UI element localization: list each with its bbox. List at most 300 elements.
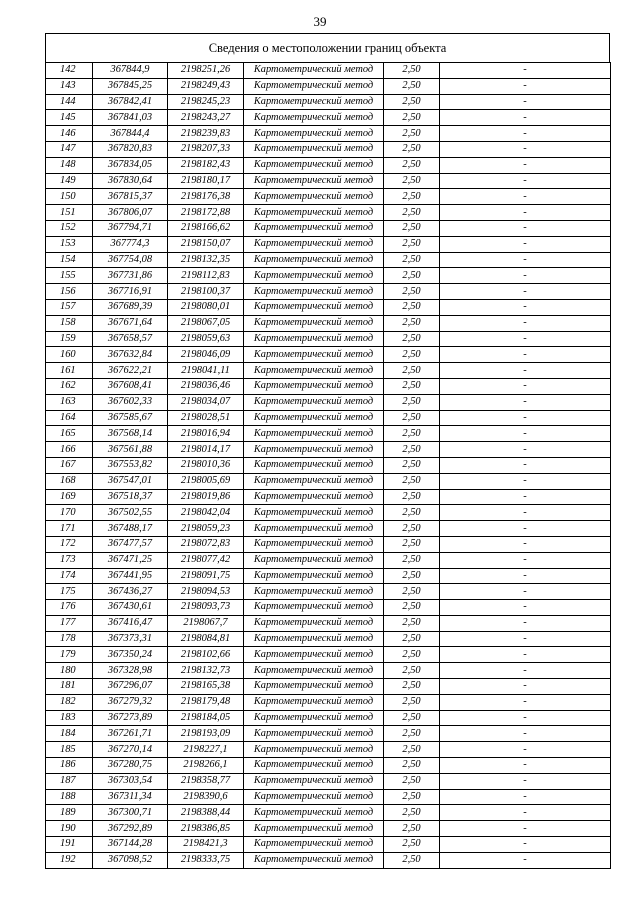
method-cell: Картометрический метод bbox=[244, 837, 384, 853]
point-number-cell: 142 bbox=[46, 63, 93, 79]
point-number-cell: 167 bbox=[46, 457, 93, 473]
method-cell: Картометрический метод bbox=[244, 394, 384, 410]
x-coordinate-cell: 367292,89 bbox=[93, 821, 168, 837]
y-coordinate-cell: 2198067,7 bbox=[168, 615, 244, 631]
description-cell: - bbox=[440, 473, 611, 489]
table-row bbox=[46, 315, 611, 331]
precision-cell: 2,50 bbox=[384, 78, 440, 94]
precision-cell: 2,50 bbox=[384, 789, 440, 805]
method-cell: Картометрический метод bbox=[244, 252, 384, 268]
y-coordinate-cell: 2198080,01 bbox=[168, 299, 244, 315]
table-row bbox=[46, 410, 611, 426]
table-row bbox=[46, 536, 611, 552]
y-coordinate-cell: 2198112,83 bbox=[168, 268, 244, 284]
description-cell: - bbox=[440, 726, 611, 742]
precision-cell: 2,50 bbox=[384, 615, 440, 631]
table-row bbox=[46, 173, 611, 189]
y-coordinate-cell: 2198084,81 bbox=[168, 631, 244, 647]
precision-cell: 2,50 bbox=[384, 568, 440, 584]
table-row bbox=[46, 663, 611, 679]
point-number-cell: 166 bbox=[46, 442, 93, 458]
x-coordinate-cell: 367658,57 bbox=[93, 331, 168, 347]
table-row bbox=[46, 789, 611, 805]
x-coordinate-cell: 367841,03 bbox=[93, 110, 168, 126]
x-coordinate-cell: 367471,25 bbox=[93, 552, 168, 568]
table-row bbox=[46, 442, 611, 458]
point-number-cell: 189 bbox=[46, 805, 93, 821]
table-row bbox=[46, 489, 611, 505]
point-number-cell: 144 bbox=[46, 94, 93, 110]
method-cell: Картометрический метод bbox=[244, 552, 384, 568]
y-coordinate-cell: 2198046,09 bbox=[168, 347, 244, 363]
x-coordinate-cell: 367585,67 bbox=[93, 410, 168, 426]
x-coordinate-cell: 367844,4 bbox=[93, 126, 168, 142]
method-cell: Картометрический метод bbox=[244, 852, 384, 868]
precision-cell: 2,50 bbox=[384, 394, 440, 410]
x-coordinate-cell: 367842,41 bbox=[93, 94, 168, 110]
precision-cell: 2,50 bbox=[384, 189, 440, 205]
point-number-cell: 171 bbox=[46, 521, 93, 537]
table-row bbox=[46, 78, 611, 94]
x-coordinate-cell: 367502,55 bbox=[93, 505, 168, 521]
precision-cell: 2,50 bbox=[384, 536, 440, 552]
precision-cell: 2,50 bbox=[384, 363, 440, 379]
precision-cell: 2,50 bbox=[384, 679, 440, 695]
x-coordinate-cell: 367300,71 bbox=[93, 805, 168, 821]
table-row bbox=[46, 141, 611, 157]
method-cell: Картометрический метод bbox=[244, 631, 384, 647]
method-cell: Картометрический метод bbox=[244, 284, 384, 300]
point-number-cell: 192 bbox=[46, 852, 93, 868]
precision-cell: 2,50 bbox=[384, 426, 440, 442]
table-row bbox=[46, 584, 611, 600]
table-row bbox=[46, 394, 611, 410]
x-coordinate-cell: 367098,52 bbox=[93, 852, 168, 868]
method-cell: Картометрический метод bbox=[244, 663, 384, 679]
table-row bbox=[46, 205, 611, 221]
point-number-cell: 151 bbox=[46, 205, 93, 221]
table-row bbox=[46, 552, 611, 568]
y-coordinate-cell: 2198386,85 bbox=[168, 821, 244, 837]
method-cell: Картометрический метод bbox=[244, 489, 384, 505]
method-cell: Картометрический метод bbox=[244, 157, 384, 173]
y-coordinate-cell: 2198072,83 bbox=[168, 536, 244, 552]
point-number-cell: 165 bbox=[46, 426, 93, 442]
y-coordinate-cell: 2198010,36 bbox=[168, 457, 244, 473]
description-cell: - bbox=[440, 110, 611, 126]
description-cell: - bbox=[440, 805, 611, 821]
x-coordinate-cell: 367830,64 bbox=[93, 173, 168, 189]
precision-cell: 2,50 bbox=[384, 236, 440, 252]
x-coordinate-cell: 367731,86 bbox=[93, 268, 168, 284]
method-cell: Картометрический метод bbox=[244, 141, 384, 157]
x-coordinate-cell: 367430,61 bbox=[93, 600, 168, 616]
point-number-cell: 161 bbox=[46, 363, 93, 379]
point-number-cell: 143 bbox=[46, 78, 93, 94]
y-coordinate-cell: 2198041,11 bbox=[168, 363, 244, 379]
description-cell: - bbox=[440, 347, 611, 363]
y-coordinate-cell: 2198042,04 bbox=[168, 505, 244, 521]
table-row bbox=[46, 742, 611, 758]
table-row bbox=[46, 505, 611, 521]
table-row bbox=[46, 268, 611, 284]
table-row bbox=[46, 331, 611, 347]
method-cell: Картометрический метод bbox=[244, 299, 384, 315]
precision-cell: 2,50 bbox=[384, 663, 440, 679]
y-coordinate-cell: 2198333,75 bbox=[168, 852, 244, 868]
y-coordinate-cell: 2198193,09 bbox=[168, 726, 244, 742]
description-cell: - bbox=[440, 220, 611, 236]
x-coordinate-cell: 367671,64 bbox=[93, 315, 168, 331]
y-coordinate-cell: 2198179,48 bbox=[168, 694, 244, 710]
method-cell: Картометрический метод bbox=[244, 331, 384, 347]
point-number-cell: 190 bbox=[46, 821, 93, 837]
precision-cell: 2,50 bbox=[384, 552, 440, 568]
method-cell: Картометрический метод bbox=[244, 347, 384, 363]
method-cell: Картометрический метод bbox=[244, 773, 384, 789]
x-coordinate-cell: 367303,54 bbox=[93, 773, 168, 789]
point-number-cell: 159 bbox=[46, 331, 93, 347]
table-title: Сведения о местоположении границ объекта bbox=[45, 33, 610, 62]
point-number-cell: 181 bbox=[46, 679, 93, 695]
precision-cell: 2,50 bbox=[384, 457, 440, 473]
x-coordinate-cell: 367806,07 bbox=[93, 205, 168, 221]
point-number-cell: 179 bbox=[46, 647, 93, 663]
description-cell: - bbox=[440, 236, 611, 252]
x-coordinate-cell: 367568,14 bbox=[93, 426, 168, 442]
precision-cell: 2,50 bbox=[384, 758, 440, 774]
y-coordinate-cell: 2198358,77 bbox=[168, 773, 244, 789]
table-row bbox=[46, 63, 611, 79]
table-row bbox=[46, 157, 611, 173]
table-row bbox=[46, 837, 611, 853]
description-cell: - bbox=[440, 63, 611, 79]
page-number: 39 bbox=[313, 14, 327, 29]
precision-cell: 2,50 bbox=[384, 742, 440, 758]
method-cell: Картометрический метод bbox=[244, 457, 384, 473]
description-cell: - bbox=[440, 742, 611, 758]
point-number-cell: 162 bbox=[46, 378, 93, 394]
x-coordinate-cell: 367820,83 bbox=[93, 141, 168, 157]
description-cell: - bbox=[440, 331, 611, 347]
point-number-cell: 157 bbox=[46, 299, 93, 315]
x-coordinate-cell: 367488,17 bbox=[93, 521, 168, 537]
precision-cell: 2,50 bbox=[384, 710, 440, 726]
x-coordinate-cell: 367553,82 bbox=[93, 457, 168, 473]
precision-cell: 2,50 bbox=[384, 821, 440, 837]
point-number-cell: 146 bbox=[46, 126, 93, 142]
method-cell: Картометрический метод bbox=[244, 426, 384, 442]
point-number-cell: 160 bbox=[46, 347, 93, 363]
x-coordinate-cell: 367716,91 bbox=[93, 284, 168, 300]
method-cell: Картометрический метод bbox=[244, 789, 384, 805]
point-number-cell: 182 bbox=[46, 694, 93, 710]
description-cell: - bbox=[440, 536, 611, 552]
description-cell: - bbox=[440, 378, 611, 394]
method-cell: Картометрический метод bbox=[244, 679, 384, 695]
point-number-cell: 178 bbox=[46, 631, 93, 647]
point-number-cell: 154 bbox=[46, 252, 93, 268]
point-number-cell: 173 bbox=[46, 552, 93, 568]
description-cell: - bbox=[440, 489, 611, 505]
y-coordinate-cell: 2198019,86 bbox=[168, 489, 244, 505]
point-number-cell: 174 bbox=[46, 568, 93, 584]
method-cell: Картометрический метод bbox=[244, 442, 384, 458]
method-cell: Картометрический метод bbox=[244, 742, 384, 758]
point-number-cell: 158 bbox=[46, 315, 93, 331]
y-coordinate-cell: 2198059,23 bbox=[168, 521, 244, 537]
description-cell: - bbox=[440, 157, 611, 173]
description-cell: - bbox=[440, 78, 611, 94]
y-coordinate-cell: 2198028,51 bbox=[168, 410, 244, 426]
y-coordinate-cell: 2198239,83 bbox=[168, 126, 244, 142]
y-coordinate-cell: 2198094,53 bbox=[168, 584, 244, 600]
point-number-cell: 150 bbox=[46, 189, 93, 205]
method-cell: Картометрический метод bbox=[244, 126, 384, 142]
precision-cell: 2,50 bbox=[384, 600, 440, 616]
description-cell: - bbox=[440, 410, 611, 426]
description-cell: - bbox=[440, 141, 611, 157]
table-row bbox=[46, 679, 611, 695]
precision-cell: 2,50 bbox=[384, 837, 440, 853]
y-coordinate-cell: 2198388,44 bbox=[168, 805, 244, 821]
y-coordinate-cell: 2198059,63 bbox=[168, 331, 244, 347]
point-number-cell: 180 bbox=[46, 663, 93, 679]
y-coordinate-cell: 2198034,07 bbox=[168, 394, 244, 410]
point-number-cell: 155 bbox=[46, 268, 93, 284]
x-coordinate-cell: 367296,07 bbox=[93, 679, 168, 695]
x-coordinate-cell: 367845,25 bbox=[93, 78, 168, 94]
precision-cell: 2,50 bbox=[384, 94, 440, 110]
method-cell: Картометрический метод bbox=[244, 473, 384, 489]
x-coordinate-cell: 367632,84 bbox=[93, 347, 168, 363]
point-number-cell: 153 bbox=[46, 236, 93, 252]
description-cell: - bbox=[440, 268, 611, 284]
y-coordinate-cell: 2198093,73 bbox=[168, 600, 244, 616]
y-coordinate-cell: 2198227,1 bbox=[168, 742, 244, 758]
precision-cell: 2,50 bbox=[384, 631, 440, 647]
x-coordinate-cell: 367689,39 bbox=[93, 299, 168, 315]
description-cell: - bbox=[440, 299, 611, 315]
precision-cell: 2,50 bbox=[384, 157, 440, 173]
description-cell: - bbox=[440, 505, 611, 521]
precision-cell: 2,50 bbox=[384, 126, 440, 142]
precision-cell: 2,50 bbox=[384, 726, 440, 742]
y-coordinate-cell: 2198067,05 bbox=[168, 315, 244, 331]
precision-cell: 2,50 bbox=[384, 63, 440, 79]
table-row bbox=[46, 647, 611, 663]
description-cell: - bbox=[440, 252, 611, 268]
y-coordinate-cell: 2198207,33 bbox=[168, 141, 244, 157]
point-number-cell: 177 bbox=[46, 615, 93, 631]
description-cell: - bbox=[440, 521, 611, 537]
table-row bbox=[46, 236, 611, 252]
method-cell: Картометрический метод bbox=[244, 568, 384, 584]
x-coordinate-cell: 367279,32 bbox=[93, 694, 168, 710]
y-coordinate-cell: 2198245,23 bbox=[168, 94, 244, 110]
precision-cell: 2,50 bbox=[384, 347, 440, 363]
coordinates-table-body bbox=[46, 63, 611, 869]
table-row bbox=[46, 615, 611, 631]
y-coordinate-cell: 2198266,1 bbox=[168, 758, 244, 774]
x-coordinate-cell: 367328,98 bbox=[93, 663, 168, 679]
precision-cell: 2,50 bbox=[384, 315, 440, 331]
description-cell: - bbox=[440, 694, 611, 710]
table-row bbox=[46, 600, 611, 616]
method-cell: Картометрический метод bbox=[244, 505, 384, 521]
point-number-cell: 147 bbox=[46, 141, 93, 157]
method-cell: Картометрический метод bbox=[244, 189, 384, 205]
y-coordinate-cell: 2198176,38 bbox=[168, 189, 244, 205]
y-coordinate-cell: 2198102,66 bbox=[168, 647, 244, 663]
point-number-cell: 191 bbox=[46, 837, 93, 853]
y-coordinate-cell: 2198421,3 bbox=[168, 837, 244, 853]
point-number-cell: 148 bbox=[46, 157, 93, 173]
point-number-cell: 176 bbox=[46, 600, 93, 616]
x-coordinate-cell: 367261,71 bbox=[93, 726, 168, 742]
x-coordinate-cell: 367311,34 bbox=[93, 789, 168, 805]
x-coordinate-cell: 367602,33 bbox=[93, 394, 168, 410]
precision-cell: 2,50 bbox=[384, 378, 440, 394]
precision-cell: 2,50 bbox=[384, 173, 440, 189]
method-cell: Картометрический метод bbox=[244, 173, 384, 189]
precision-cell: 2,50 bbox=[384, 284, 440, 300]
y-coordinate-cell: 2198132,73 bbox=[168, 663, 244, 679]
y-coordinate-cell: 2198014,17 bbox=[168, 442, 244, 458]
table-row bbox=[46, 457, 611, 473]
table-row bbox=[46, 773, 611, 789]
method-cell: Картометрический метод bbox=[244, 758, 384, 774]
x-coordinate-cell: 367561,88 bbox=[93, 442, 168, 458]
x-coordinate-cell: 367373,31 bbox=[93, 631, 168, 647]
y-coordinate-cell: 2198165,38 bbox=[168, 679, 244, 695]
description-cell: - bbox=[440, 94, 611, 110]
precision-cell: 2,50 bbox=[384, 489, 440, 505]
x-coordinate-cell: 367436,27 bbox=[93, 584, 168, 600]
method-cell: Картометрический метод bbox=[244, 536, 384, 552]
description-cell: - bbox=[440, 789, 611, 805]
table-row bbox=[46, 220, 611, 236]
point-number-cell: 149 bbox=[46, 173, 93, 189]
x-coordinate-cell: 367754,08 bbox=[93, 252, 168, 268]
precision-cell: 2,50 bbox=[384, 805, 440, 821]
description-cell: - bbox=[440, 663, 611, 679]
method-cell: Картометрический метод bbox=[244, 726, 384, 742]
method-cell: Картометрический метод bbox=[244, 600, 384, 616]
point-number-cell: 175 bbox=[46, 584, 93, 600]
y-coordinate-cell: 2198249,43 bbox=[168, 78, 244, 94]
description-cell: - bbox=[440, 710, 611, 726]
precision-cell: 2,50 bbox=[384, 505, 440, 521]
description-cell: - bbox=[440, 631, 611, 647]
description-cell: - bbox=[440, 837, 611, 853]
point-number-cell: 169 bbox=[46, 489, 93, 505]
description-cell: - bbox=[440, 189, 611, 205]
y-coordinate-cell: 2198180,17 bbox=[168, 173, 244, 189]
description-cell: - bbox=[440, 315, 611, 331]
description-cell: - bbox=[440, 773, 611, 789]
table-row bbox=[46, 426, 611, 442]
description-cell: - bbox=[440, 615, 611, 631]
precision-cell: 2,50 bbox=[384, 584, 440, 600]
table-row bbox=[46, 758, 611, 774]
point-number-cell: 184 bbox=[46, 726, 93, 742]
precision-cell: 2,50 bbox=[384, 268, 440, 284]
precision-cell: 2,50 bbox=[384, 521, 440, 537]
point-number-cell: 164 bbox=[46, 410, 93, 426]
y-coordinate-cell: 2198150,07 bbox=[168, 236, 244, 252]
table-row bbox=[46, 284, 611, 300]
description-cell: - bbox=[440, 457, 611, 473]
x-coordinate-cell: 367270,14 bbox=[93, 742, 168, 758]
table-row bbox=[46, 473, 611, 489]
description-cell: - bbox=[440, 679, 611, 695]
method-cell: Картометрический метод bbox=[244, 268, 384, 284]
point-number-cell: 187 bbox=[46, 773, 93, 789]
y-coordinate-cell: 2198172,88 bbox=[168, 205, 244, 221]
x-coordinate-cell: 367144,28 bbox=[93, 837, 168, 853]
method-cell: Картометрический метод bbox=[244, 63, 384, 79]
y-coordinate-cell: 2198132,35 bbox=[168, 252, 244, 268]
method-cell: Картометрический метод bbox=[244, 315, 384, 331]
method-cell: Картометрический метод bbox=[244, 205, 384, 221]
x-coordinate-cell: 367273,89 bbox=[93, 710, 168, 726]
table-row bbox=[46, 710, 611, 726]
method-cell: Картометрический метод bbox=[244, 94, 384, 110]
y-coordinate-cell: 2198184,05 bbox=[168, 710, 244, 726]
y-coordinate-cell: 2198036,46 bbox=[168, 378, 244, 394]
description-cell: - bbox=[440, 426, 611, 442]
method-cell: Картометрический метод bbox=[244, 615, 384, 631]
description-cell: - bbox=[440, 284, 611, 300]
x-coordinate-cell: 367608,41 bbox=[93, 378, 168, 394]
x-coordinate-cell: 367477,57 bbox=[93, 536, 168, 552]
table-row bbox=[46, 805, 611, 821]
method-cell: Картометрический метод bbox=[244, 694, 384, 710]
y-coordinate-cell: 2198005,69 bbox=[168, 473, 244, 489]
description-cell: - bbox=[440, 363, 611, 379]
description-cell: - bbox=[440, 173, 611, 189]
point-number-cell: 152 bbox=[46, 220, 93, 236]
x-coordinate-cell: 367622,21 bbox=[93, 363, 168, 379]
x-coordinate-cell: 367794,71 bbox=[93, 220, 168, 236]
x-coordinate-cell: 367774,3 bbox=[93, 236, 168, 252]
table-row bbox=[46, 252, 611, 268]
x-coordinate-cell: 367834,05 bbox=[93, 157, 168, 173]
point-number-cell: 172 bbox=[46, 536, 93, 552]
table-row bbox=[46, 631, 611, 647]
y-coordinate-cell: 2198091,75 bbox=[168, 568, 244, 584]
point-number-cell: 168 bbox=[46, 473, 93, 489]
boundary-sheet bbox=[45, 33, 610, 869]
y-coordinate-cell: 2198182,43 bbox=[168, 157, 244, 173]
point-number-cell: 145 bbox=[46, 110, 93, 126]
x-coordinate-cell: 367416,47 bbox=[93, 615, 168, 631]
table-row bbox=[46, 568, 611, 584]
method-cell: Картометрический метод bbox=[244, 363, 384, 379]
method-cell: Картометрический метод bbox=[244, 821, 384, 837]
description-cell: - bbox=[440, 821, 611, 837]
point-number-cell: 185 bbox=[46, 742, 93, 758]
method-cell: Картометрический метод bbox=[244, 378, 384, 394]
method-cell: Картометрический метод bbox=[244, 410, 384, 426]
precision-cell: 2,50 bbox=[384, 299, 440, 315]
table-row bbox=[46, 363, 611, 379]
y-coordinate-cell: 2198166,62 bbox=[168, 220, 244, 236]
table-row bbox=[46, 821, 611, 837]
precision-cell: 2,50 bbox=[384, 694, 440, 710]
precision-cell: 2,50 bbox=[384, 773, 440, 789]
